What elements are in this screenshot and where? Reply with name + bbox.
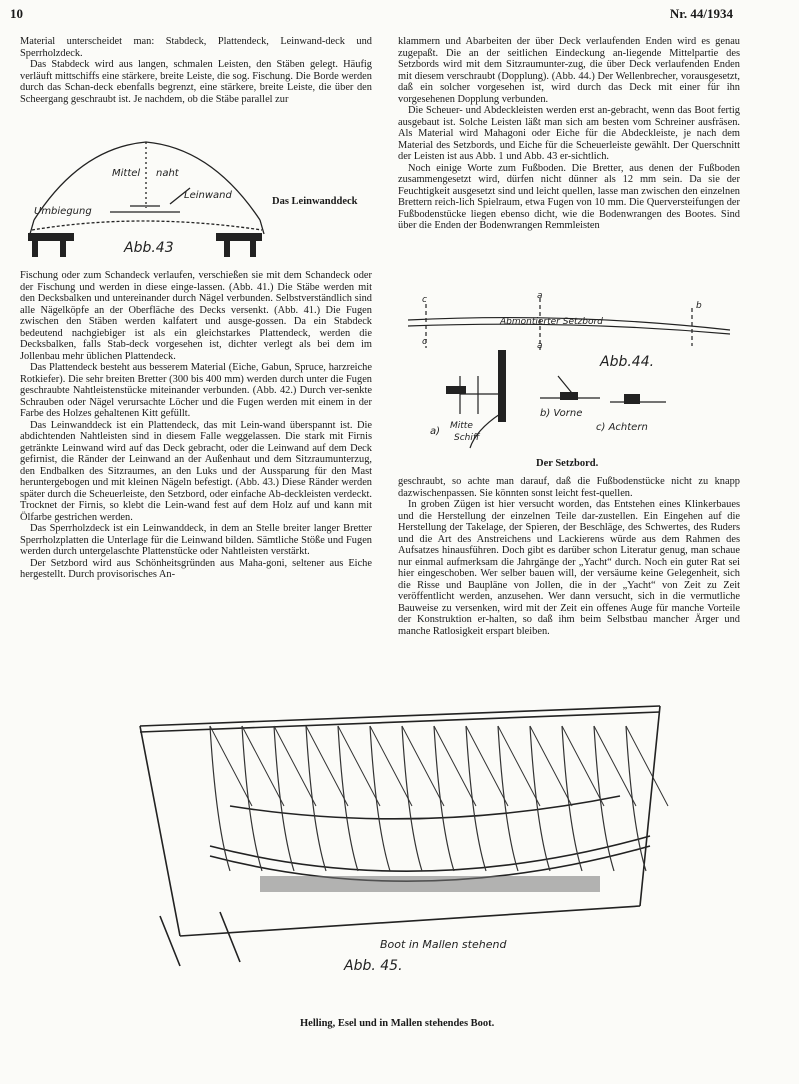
paragraph: Der Setzbord wird aus Schönheitsgründen aus Maha-goni, seltener aus Eiche hergestellt. Durch provisorisches An-: [20, 557, 372, 580]
paragraph: geschraubt, so achte man darauf, daß die Fußbodenstücke nicht zu knapp dazwischenpassen. Sie könnten sonst leicht fest-quellen.: [398, 476, 740, 499]
fig44-number: Abb.44.: [600, 354, 655, 370]
fig44-mark-a-top: a: [537, 291, 543, 301]
fig43-label-leinwand: Leinwand: [184, 190, 232, 201]
fig44-caption: Der Setzbord.: [536, 458, 599, 469]
paragraph: klammern und Abarbeiten der über Deck verlaufenden Enden wird es genau zugepaßt. Die an der seitlichen Eindeckung an-liegende Mittelpartie des Setzbords wird mit dem Sitzraumunter-zug, die über Deck verlaufenden Enden mit diesem verschraubt (Dopplung). (Abb. 44.) Der Wellenbrecher, vorausgesetzt, daß ein solcher vorgesehen ist, wird durch das Deck mit einer für ihn vorgesehenen Dopplung verbunden.: [398, 36, 740, 105]
figure-43-deck-section: [20, 138, 270, 266]
fig43-label-umbiegung: Umbiegung: [34, 206, 92, 217]
left-column-main: [20, 270, 372, 581]
paragraph: In groben Zügen ist hier versucht worden, das Entstehen eines Klinkerbaues und die Herstellung der einzelnen Teile dar-zustellen. Ein Eingehen auf die Herstellung der Takelage, der Spieren, der Beschläge, des Schwertes, des Ruders und die Art des Anstreichens und Lackierens würde aus dem Rahmen des Aufsatzes hinausführen. Doch gibt es darüber schon Literatur genug, man schaue nur einmal aufmerksam die Jahrgänge der „Yacht“ durch. Noch ein guter Rat sei hier eingeschoben. Wer selber bauen will, der versäume keine Gelegenheit, sich die Risse und Baupläne von Jollen, die in der „Yacht“ von Zeit zu Zeit veröffentlicht werden, anzusehen. Wer dann versucht, sich in die vermutliche Bauweise zu versenken, wird mit der Zeit ein offenes Auge für manche Vorteile der Konstruktion er-halten, so daß ihm beim Selbstbau mancher Ärger und manche Ratlosigkeit erspart bleiben.: [398, 499, 740, 637]
paragraph: Material unterscheidet man: Stabdeck, Plattendeck, Leinwand-deck und Sperrholzdeck.: [20, 36, 372, 59]
fig43-number: Abb.43: [124, 240, 174, 256]
fig45-caption: Helling, Esel und in Mallen stehendes Boot.: [300, 1018, 495, 1029]
fig44-sub-b: b) Vorne: [540, 408, 583, 419]
paragraph: Das Plattendeck besteht aus besserem Material (Eiche, Gabun, Spruce, harzreiche Rotkiefer). Die sehr breiten Bretter (300 bis 400 mm) werden durch unter die Fugen geschraubte Nahtleistenstücke miteinander verbunden. (Abb. 42.) Durch ver-senkte Schrauben oder Nägel verursachte Löcher und die Fugen werden mit einem in der Farbe des Holzes gehaltenen Kitt gefüllt.: [20, 362, 372, 419]
boat-frame-line: [562, 726, 582, 871]
issue-number: Nr. 44/1934: [669, 6, 733, 21]
fig44-sub-a-schiff: Schiff: [454, 433, 480, 443]
boat-frame-line: [402, 726, 422, 871]
boat-frame-line: [498, 726, 518, 871]
fig44-sub-a: a): [430, 426, 441, 437]
paragraph: Das Leinwanddeck ist ein Plattendeck, das mit Lein-wand überspannt ist. Die abdichtenden Nahtleisten sind in diesem Falle weggelassen. Die stark mit Firnis getränkte Leinwand wird auf das Deck gebracht, oder die Leinwand auf dem Deck gefirnist, die Ränder der Leinwand an der Außenhaut und dem Sitzraumunterzug, den Endbalken des Sitzraumes, an den Luks und der Aussparung für den Mast heruntergebogen und mit kleinen Nägeln befestigt. (Abb. 43.) Diese Ränder werden später durch die Scheuerleiste, den Setzbord, oder einfache Ab-deckleisten verdeckt. Trocknet der Firnis, so klebt die Lein-wand fest auf dem Holz auf und kann mit Ölfarbe gestrichen werden.: [20, 419, 372, 523]
fig44-mark-c-bottom: c: [422, 337, 427, 347]
figure-45-boat-in-molds: [120, 686, 680, 982]
boat-frame-line: [306, 726, 326, 871]
fig43-caption: Das Leinwanddeck: [272, 196, 358, 207]
boat-frame-line: [434, 726, 454, 871]
fig45-number: Abb. 45.: [344, 958, 403, 974]
fig44-sub-a-mitte: Mitte: [450, 421, 473, 431]
right-column-bottom: [398, 476, 740, 637]
fig45-note: Boot in Mallen stehend: [380, 938, 507, 951]
paragraph: Die Scheuer- und Abdeckleisten werden erst an-gebracht, wenn das Boot fertig ausgebaut ist. Solche Leisten läßt man sich am besten vom Schreiner ausfräsen. Als Material wird Mahagoni oder Eiche für die Abdeckleiste, je nach dem Material des Setzbords, und Eiche für die Scheuerleiste gewählt. Der Querschnitt der Leisten ist aus Abb. 1 und Abb. 43 er-sichtlich.: [398, 105, 740, 162]
boat-frame-line: [370, 726, 390, 871]
left-column-top: [20, 36, 372, 105]
fig44-mark-c-top: c: [422, 295, 427, 305]
boat-frame-line: [530, 726, 550, 871]
fig44-mark-a-bottom: a: [537, 341, 543, 351]
paragraph: Noch einige Worte zum Fußboden. Die Bretter, aus denen der Fußboden zusammengesetzt wird, dürfen nicht dünner als 12 mm sein. Da sie der Feuchtigkeit ausgesetzt sind und leicht quellen, lasse man zwischen den einzelnen Brettern reich-lich Spielraum, etwa Fugen von 10 mm. Die Querversteifungen der Fußbodenstücke liegen ebenso dicht, wie die Bodenwrangen des Bootes. Sind über die Enden der Bodenwrangen Remmleisten: [398, 162, 740, 231]
right-column-top: [398, 36, 740, 232]
boat-frame-line: [274, 726, 294, 871]
paragraph: Das Sperrholzdeck ist ein Leinwanddeck, in dem an Stelle breiter langer Bretter Sperrholzplatten die Unterlage für die Leinwand bilden. Sämtliche Stöße und Fugen werden durch untergelaschte Plattenstücke oder Nahtleisten verstärkt.: [20, 523, 372, 557]
figure-44-setzbord: [400, 290, 740, 452]
paragraph: Fischung oder zum Schandeck verlaufen, verschießen sie mit dem Schandeck oder der Fischung und werden in diese einge-lassen. (Abb. 41.) Die Stäbe werden mit den Decksbalken und untereinander durch Nägel verbunden. Selbstverständlich sind alle Nägelköpfe an der Oberfläche des Decks versenkt. (Abb. 41.) Die Fugen zwischen den Stäben werden kalfatert und ausge-gossen. Da ein Stabdeck bedeutend nachgiebiger ist als ein gleichstarkes Plattendeck, werden die Decksbalken, falls Stab-deck vorgesehen ist, dichter verlegt als bei dem im Jollenbau mehr üblichen Plattendeck.: [20, 270, 372, 362]
fig43-label-naht: naht: [156, 168, 179, 179]
boat-frame-line: [338, 726, 358, 871]
boat-frame-line: [466, 726, 486, 871]
paragraph: Das Stabdeck wird aus langen, schmalen Leisten, den Stäben gelegt. Häufig verläuft mittschiffs eine stärkere, breite Leiste, die sog. Fischung. Die Borde werden durch das Schan-deck ebenfalls begrenzt, eine stärkere, breite Leiste, die über den Scheergang geschraubt ist. Je nachdem, ob die Stäbe parallel zur: [20, 59, 372, 105]
page-number: 10: [10, 6, 23, 21]
boat-frame-line: [242, 726, 262, 871]
fig44-sub-c: c) Achtern: [596, 422, 648, 433]
fig44-mark-b: b: [696, 301, 702, 311]
fig43-label-mittel: Mittel: [112, 168, 141, 179]
fig44-strip-label: Abmontierter Setzbord: [500, 317, 603, 327]
